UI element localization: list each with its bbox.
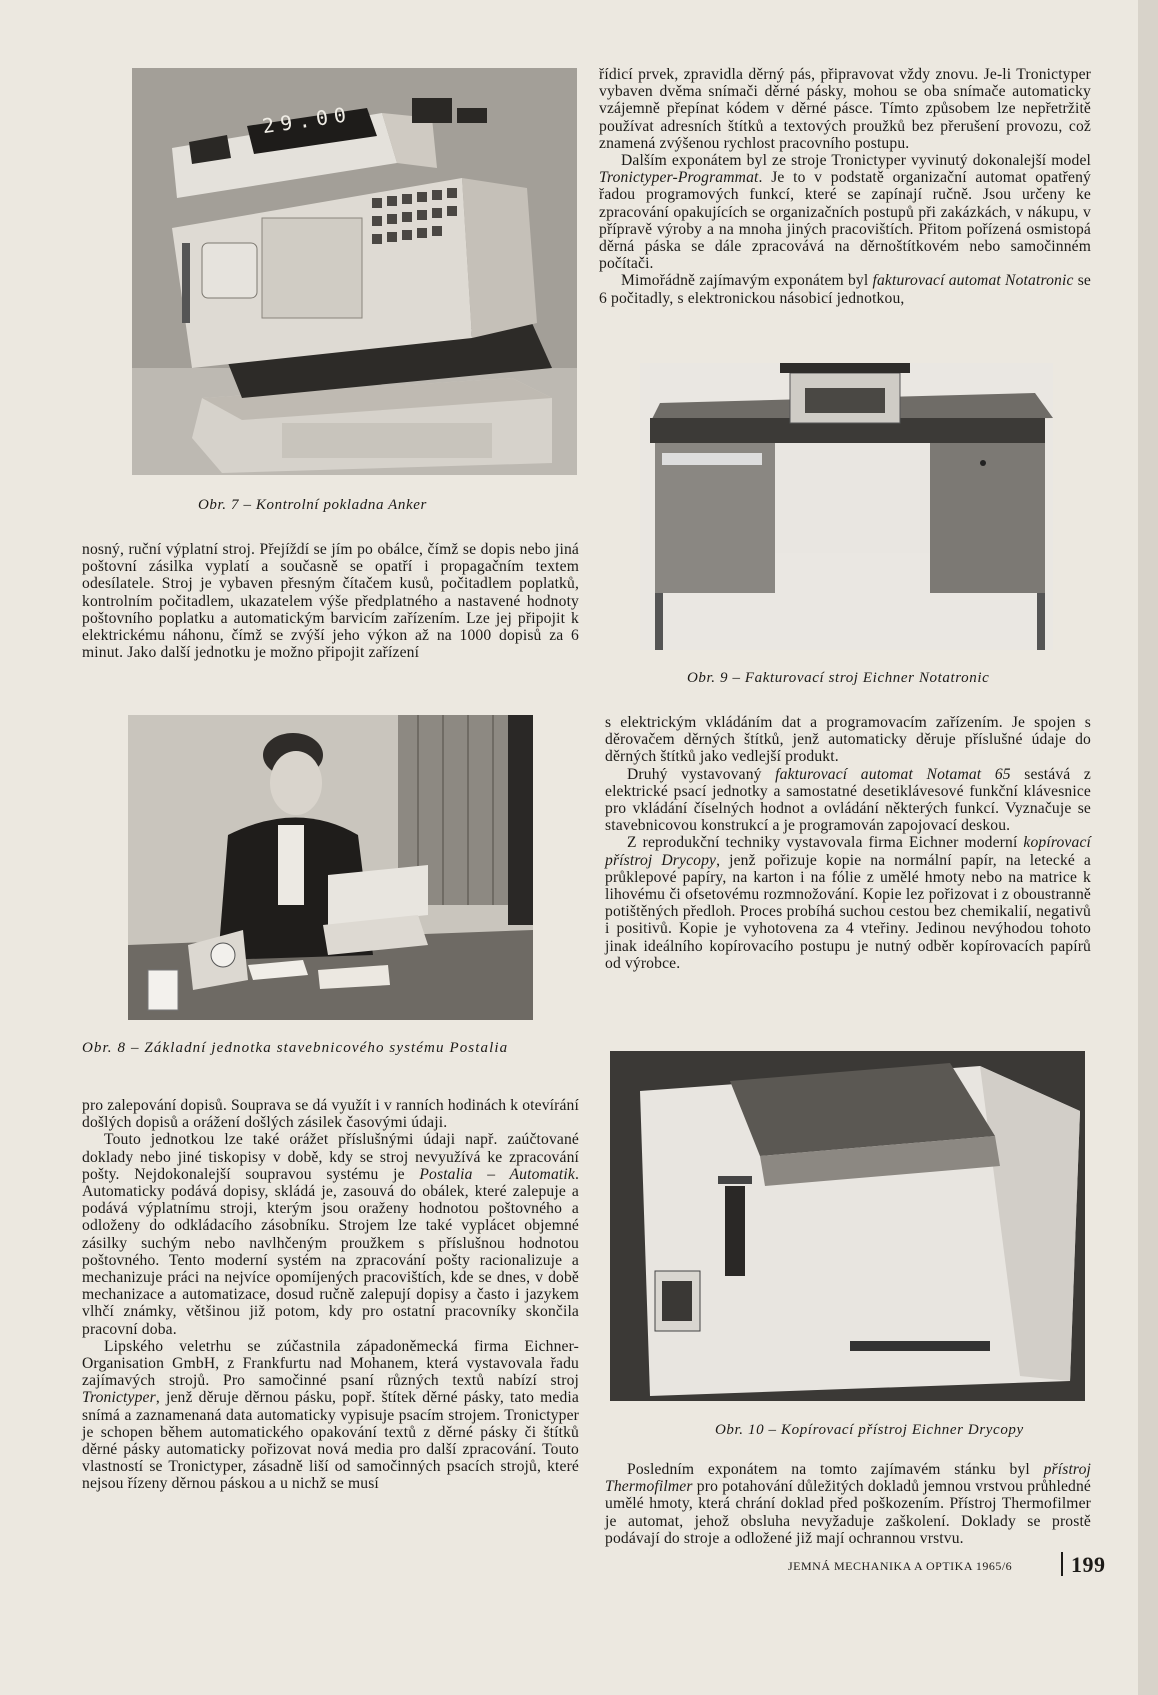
page-number: 199 xyxy=(1071,1552,1106,1577)
figure-8-caption: Obr. 8 – Základní jednotka stavebnicového systému Postalia xyxy=(82,1040,509,1056)
emphasis: přístroj Thermofilmer xyxy=(605,1461,1091,1496)
paragraph xyxy=(82,1131,579,1337)
page-edge-bleed xyxy=(1138,0,1158,1695)
paragraph xyxy=(605,1461,1091,1547)
cash-register-photo xyxy=(132,68,577,475)
emphasis: kopírovací přístroj Drycopy xyxy=(605,834,1091,869)
figure-9-caption: Obr. 9 – Fakturovací stroj Eichner Notatronic xyxy=(687,670,990,686)
text-run: . Automaticky podává dopisy, skládá je, zasouvá do obálek, které zalepuje a podává výplatnímu stroji, kterým jsou oraženy hodnotou poštovného a odloženy do odkládacího zásobníku. Strojem lze také vyplácet objemné zásilky suchým nebo navlhčeným proužkem s příslušnou hodnotou poštovného. Tento moderní systém na zpracování pošty racionalizuje a mechanizuje práci na nejvíce opomíjených pracovištích, kde se dnes, v době mechanizace a automatizace, dosud ručně zalepují dopisy a často i jazykem vlhčí známky, většinou již potom, kdy pro ostatní pracovníky skončila pracovní doba. xyxy=(82,1165,580,1338)
text-run: Lipského veletrhu se zúčastnila západoněmecká firma Eichner-Organisation GmbH, z Frankfurtu nad Mohanem, která vystavovala řadu zajímavých strojů. Pro samočinné psaní různých textů nabízí stroj xyxy=(82,1337,579,1390)
notatronic-photo xyxy=(640,363,1053,650)
left-column-bottom xyxy=(82,1097,579,1493)
paragraph: pro zalepování dopisů. Souprava se dá využít i v ranních hodinách k otevírání došlých dopisů a orážení došlých zásilek časovými údaji. xyxy=(82,1097,579,1132)
text-run: Mimořádně zajímavým exponátem byl xyxy=(621,272,873,290)
paragraph: s elektrickým vkládáním dat a programovacím zařízením. Je spojen s děrovačem děrných štítků, jenž automaticky děruje příslušné údaje do děrných štítků jako vedlejší produkt. xyxy=(605,714,1091,766)
paragraph xyxy=(605,766,1091,835)
emphasis: Postalia – Automatik xyxy=(419,1165,575,1183)
paragraph xyxy=(605,834,1091,972)
text-run: pro potahování důležitých dokladů jemnou vrstvou průhledné umělé hmoty, která chrání doklad před poškozením. Přístroj Thermofilmer je automat, jehož obsluha nevyžaduje zaškolení. Doklady se prostě podávají do stroje a odložené již mají ochrannou vrstvu. xyxy=(605,1478,1091,1547)
figure-10-caption: Obr. 10 – Kopírovací přístroj Eichner Drycopy xyxy=(715,1422,1024,1438)
text-run: Posledním exponátem na tomto zajímavém stánku byl xyxy=(627,1461,1044,1478)
text-run: Z reprodukční techniky vystavovala firma Eichner moderní xyxy=(627,834,1024,852)
text-run: , jenž pořizuje kopie na normální papír, na letecké a průklepové papíry, na karton i na fólie z umělé hmoty nebo na matrice k lihovému či ofsetovému rozmnožování. Kopie lez pořizovat i z oboustranně potištěných předloh. Proces probíhá suchou cestou bez chemikalií, negativů i positivů. Kopie je vyhotovena za 4 vteřiny. Jedinou nevýhodou tohoto jinak ideálního kopírovacího postupu je nutný odběr kopírovacích papírů od výrobce. xyxy=(605,851,1091,972)
drycopy-photo xyxy=(610,1051,1085,1401)
text-run: se 6 počitadly, s elektronickou násobicí jednotkou, xyxy=(599,272,1091,307)
text-run: Dalším exponátem byl ze stroje Tronictyper vyvinutý dokonalejší model xyxy=(621,152,1091,170)
postalia-operator-photo xyxy=(128,715,533,1020)
paragraph xyxy=(82,1338,579,1493)
left-column-top xyxy=(82,541,579,661)
text-run: Druhý vystavovaný xyxy=(627,765,776,783)
right-column-top xyxy=(599,66,1091,307)
text-run: . Je to v podstatě organizační automat opatřený řadou programových funkcí, které se zapínají ručně. Jsou určeny ke zpracování opakujících se organizačních postupů při zakázkách, v nákupu, v přípravě výroby a na mnoha jiných pracovištích. Přitom pořízená osmistopá děrná páska se dále zpracovává na děrnoštítkovém nebo samočinném počítači. xyxy=(599,169,1091,273)
paragraph xyxy=(599,152,1091,272)
footer-divider xyxy=(1061,1552,1063,1576)
right-column-middle xyxy=(605,714,1091,972)
emphasis: fakturovací automat Notamat 65 xyxy=(775,765,1011,783)
right-column-bottom xyxy=(605,1461,1091,1547)
paragraph xyxy=(599,272,1091,306)
journal-title: JEMNÁ MECHANIKA A OPTIKA 1965/6 xyxy=(788,1559,1013,1573)
text-run: Touto jednotkou lze také orážet příslušnými údaji např. zaúčtované doklady nebo jiné tiskopisy v době, kdy se stroj nevyužívá ke zpracování pošty. Nejdokonalejší soupravou systému je xyxy=(82,1131,579,1183)
text-run: sestává z elektrické psací jednotky a samostatné desetiklávesové funkční klávesnice pro vkládání číselných hodnot a ovládání některých funkcí. Vyznačuje se stavebnicovou konstrukcí a je programován zapojovací deskou. xyxy=(605,765,1092,835)
emphasis: fakturovací automat Notatronic xyxy=(872,272,1074,290)
register-display: 29.00 xyxy=(260,101,354,139)
paragraph: nosný, ruční výplatní stroj. Přejíždí se jím po obálce, čímž se dopis nebo jiná poštovní zásilka vyplatí a současně se opatří i propagačním textem odesílatele. Stroj je vybaven přesným čítačem kusů, počitadlem poplatků, kontrolním počitadlem, ukazatelem výše předplatného a nastavené hodnoty poštovního poplatku a automatickým barvicím zařízením. Lze jej připojit k elektrickému náhonu, čímž se zvýší jeho výkon až na 1000 dopisů za 6 minut. Jako další jednotku je možno připojit zařízení xyxy=(82,541,579,662)
page-footer xyxy=(788,1552,1106,1578)
figure-7-caption: Obr. 7 – Kontrolní pokladna Anker xyxy=(198,497,427,513)
emphasis: Tronictyper-Programmat xyxy=(599,169,759,187)
paragraph: řídicí prvek, zpravidla děrný pás, připravovat vždy znovu. Je-li Tronictyper vybaven dvěma snímači děrné pásky, mohou se oba snímače automaticky vzájemně přepínat kódem v děrné pásce. Tímto způsobem lze nepřetržitě používat adresních štítků a textových proužků bez přerušení provozu, což znamená zvýšenou rychlost pracovního postupu. xyxy=(599,66,1091,152)
emphasis: Tronictyper xyxy=(82,1389,156,1407)
text-run: , jenž děruje děrnou pásku, popř. štítek děrné pásky, tato media snímá a zaznamenaná data automaticky vypisuje psacím strojem. Tronictyper je schopen během automatického opakování textů z děrné pásky či štítků děrné pásky automaticky pořizovat nová media pro další zpracování. Touto vlastností se Tronictyper, zásadně liší od samočinných psacích strojů, které nejsou řízeny děrnou páskou a u nichž se musí xyxy=(82,1389,579,1493)
